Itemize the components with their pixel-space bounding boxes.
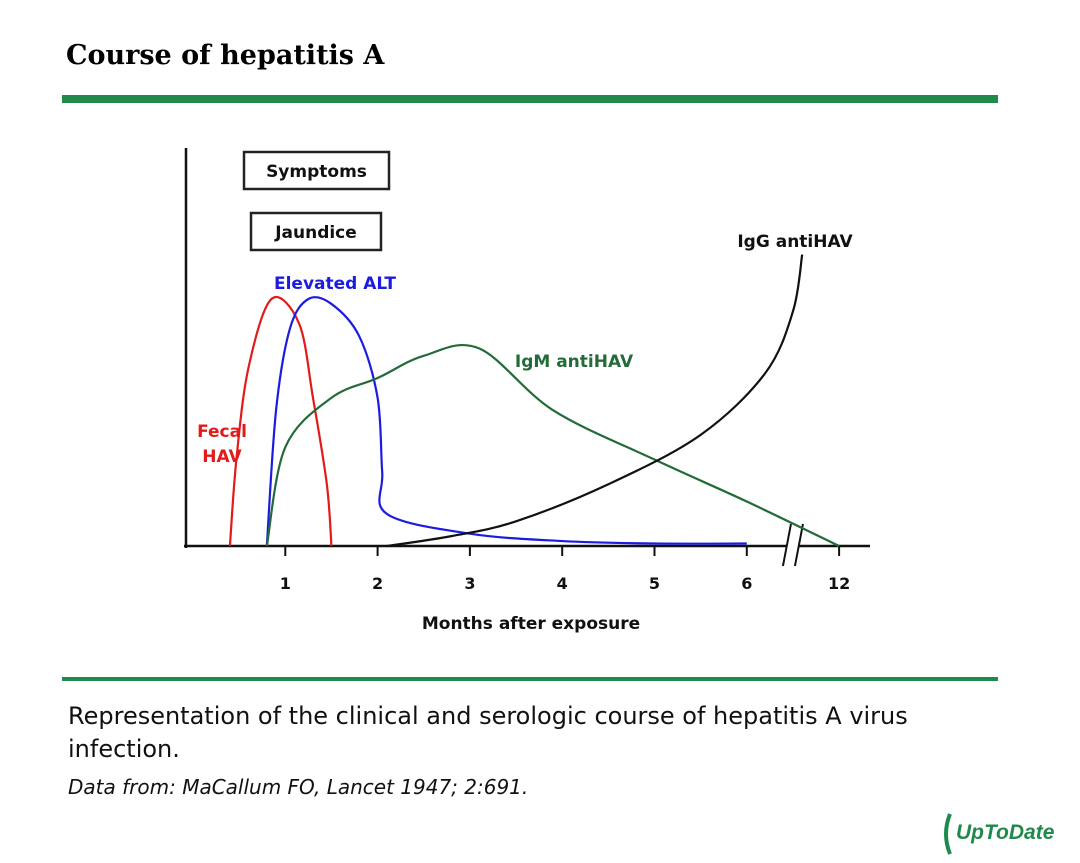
series-label-fecal-hav: Fecal (197, 422, 247, 442)
x-tick-label: 12 (827, 574, 851, 593)
chart-series (230, 255, 839, 546)
series-label-elevated-alt: Elevated ALT (273, 274, 397, 294)
series-line-igm-antihav (267, 345, 839, 546)
x-tick-label: 2 (372, 574, 384, 593)
clinical-box-label: Symptoms (266, 162, 367, 182)
series-label-igg-antihav: IgG antiHAV (737, 232, 853, 252)
x-tick-label: 1 (279, 574, 291, 593)
page-title: Course of hepatitis A (66, 40, 385, 71)
x-tick-label: 5 (648, 574, 661, 593)
figure-caption: Representation of the clinical and serologic course of hepatitis A virus infection. (68, 702, 908, 763)
series-label-igm-antihav: IgM antiHAV (514, 352, 634, 372)
x-tick-label: 3 (464, 574, 476, 593)
series-line-elevated-alt (267, 297, 747, 546)
caption-divider (62, 677, 998, 681)
logo-mark (946, 814, 950, 854)
series-labels (197, 232, 853, 467)
x-tick-label: 6 (741, 574, 753, 593)
clinical-boxes (244, 152, 389, 250)
figure-source: Data from: MaCallum FO, Lancet 1947; 2:691. (68, 775, 529, 799)
logo-text: UpToDate (956, 821, 1055, 844)
x-axis-label: Months after exposure (421, 614, 641, 634)
uptodate-logo (940, 808, 1075, 860)
series-label-fecal-hav: HAV (202, 447, 242, 467)
series-line-igg-antihav (387, 255, 802, 546)
clinical-box-label: Jaundice (275, 223, 357, 243)
x-tick-label: 4 (556, 574, 568, 593)
